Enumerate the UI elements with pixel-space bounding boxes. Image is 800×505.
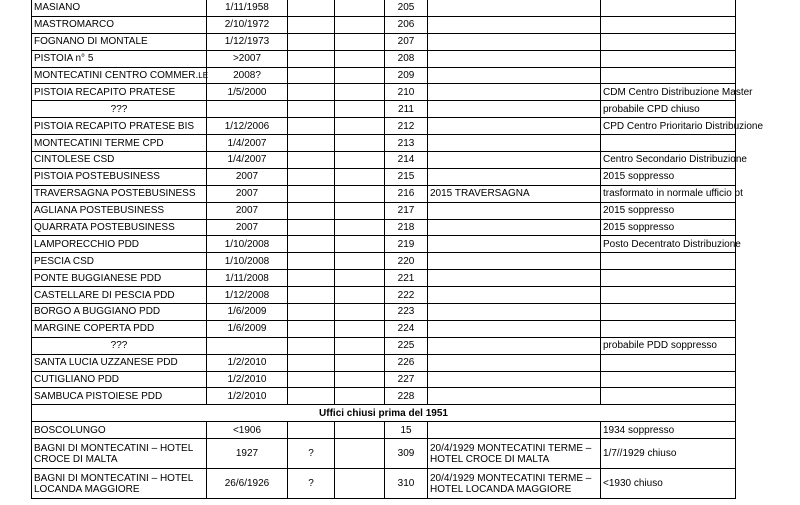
office-date-cell: 1/5/2000 — [207, 84, 288, 101]
table-row — [32, 287, 736, 304]
note-cell — [428, 354, 601, 371]
table-row — [32, 219, 736, 236]
uncertain-mark-cell — [288, 422, 335, 439]
office-name-cell: CASTELLARE DI PESCIA PDD — [32, 287, 207, 304]
office-date-cell: 2007 — [207, 168, 288, 185]
office-name-cell: SAMBUCA PISTOIESE PDD — [32, 388, 207, 405]
remark-cell: 2015 soppresso — [601, 202, 736, 219]
office-number-cell: 208 — [385, 50, 428, 67]
note-cell — [428, 219, 601, 236]
blank-cell — [288, 50, 335, 67]
remark-cell: CPD Centro Prioritario Distribuzione — [601, 118, 736, 135]
office-date-cell: 1/12/2008 — [207, 287, 288, 304]
office-name-cell: BORGO A BUGGIANO PDD — [32, 304, 207, 321]
name-suffix: LE — [198, 71, 209, 80]
table-row — [32, 371, 736, 388]
blank-cell — [288, 67, 335, 84]
blank-cell — [335, 469, 385, 499]
office-name-cell: PISTOIA n° 5 — [32, 50, 207, 67]
office-name-cell: MASIANO — [32, 0, 207, 16]
office-date-cell: 1/6/2009 — [207, 320, 288, 337]
blank-cell — [335, 388, 385, 405]
office-date-cell: 2/10/1972 — [207, 16, 288, 33]
note-cell: 20/4/1929 MONTECATINI TERME – HOTEL LOCANDA MAGGIORE — [428, 469, 601, 499]
office-name-cell: BAGNI DI MONTECATINI – HOTEL LOCANDA MAGGIORE — [32, 469, 207, 499]
blank-cell — [288, 101, 335, 118]
blank-cell — [288, 337, 335, 354]
office-date-cell: 2008? — [207, 67, 288, 84]
office-name-cell: MASTROMARCO — [32, 16, 207, 33]
office-date-cell: 2007 — [207, 219, 288, 236]
section-header-body — [32, 405, 736, 422]
office-name-cell: ??? — [32, 337, 207, 354]
remark-cell — [601, 354, 736, 371]
table-row — [32, 469, 736, 499]
note-cell — [428, 270, 601, 287]
office-date-cell: 1/10/2008 — [207, 236, 288, 253]
office-number-cell: 220 — [385, 253, 428, 270]
blank-cell — [335, 320, 385, 337]
blank-cell — [335, 0, 385, 16]
remark-cell: probabile PDD soppresso — [601, 337, 736, 354]
table-row — [32, 202, 736, 219]
remark-cell: <1930 chiuso — [601, 469, 736, 499]
blank-cell — [335, 270, 385, 287]
office-date-cell — [207, 337, 288, 354]
table-row — [32, 101, 736, 118]
open-offices-body — [32, 0, 764, 405]
office-name-cell: QUARRATA POSTEBUSINESS — [32, 219, 207, 236]
uncertain-mark-cell: ? — [288, 439, 335, 469]
blank-cell — [288, 270, 335, 287]
office-date-cell: 1/2/2010 — [207, 354, 288, 371]
note-cell — [428, 422, 601, 439]
blank-cell — [335, 422, 385, 439]
table-row — [32, 320, 736, 337]
office-name-cell: MONTECATINI CENTRO COMMER.LE — [32, 67, 207, 84]
office-number-cell: 15 — [385, 422, 428, 439]
note-cell — [428, 320, 601, 337]
office-date-cell: 1/11/2008 — [207, 270, 288, 287]
office-date-cell: 1/4/2007 — [207, 152, 288, 169]
note-cell — [428, 67, 601, 84]
remark-cell — [601, 304, 736, 321]
blank-cell — [288, 185, 335, 202]
office-name-cell: PISTOIA RECAPITO PRATESE BIS — [32, 118, 207, 135]
office-name-cell: AGLIANA POSTEBUSINESS — [32, 202, 207, 219]
office-date-cell: 1/6/2009 — [207, 304, 288, 321]
office-number-cell: 219 — [385, 236, 428, 253]
remark-cell: CDM Centro Distribuzione Master — [601, 84, 736, 101]
document-page — [31, 0, 764, 499]
table-row — [32, 185, 736, 202]
blank-cell — [288, 371, 335, 388]
blank-cell — [288, 388, 335, 405]
office-name-cell: MONTECATINI TERME CPD — [32, 135, 207, 152]
remark-cell — [601, 253, 736, 270]
office-date-cell: 26/6/1926 — [207, 469, 288, 499]
blank-cell — [288, 320, 335, 337]
note-cell — [428, 253, 601, 270]
office-date-cell: 1/12/1973 — [207, 33, 288, 50]
office-date-cell: 1927 — [207, 439, 288, 469]
blank-cell — [335, 236, 385, 253]
blank-cell — [335, 16, 385, 33]
note-cell — [428, 118, 601, 135]
office-number-cell: 205 — [385, 0, 428, 16]
table-row — [32, 388, 736, 405]
table-row — [32, 422, 736, 439]
office-number-cell: 221 — [385, 270, 428, 287]
blank-cell — [288, 202, 335, 219]
table-row — [32, 439, 736, 469]
note-cell — [428, 337, 601, 354]
office-date-cell: 1/2/2010 — [207, 388, 288, 405]
remark-cell: 1934 soppresso — [601, 422, 736, 439]
blank-cell — [288, 33, 335, 50]
note-cell — [428, 236, 601, 253]
office-number-cell: 218 — [385, 219, 428, 236]
blank-cell — [288, 287, 335, 304]
blank-cell — [288, 16, 335, 33]
remark-cell: trasformato in normale ufficio pt — [601, 185, 736, 202]
remark-cell: Posto Decentrato Distribuzione — [601, 236, 736, 253]
remark-cell — [601, 135, 736, 152]
blank-cell — [335, 118, 385, 135]
note-cell — [428, 371, 601, 388]
blank-cell — [288, 253, 335, 270]
closed-offices-body — [32, 422, 736, 499]
office-number-cell: 310 — [385, 469, 428, 499]
office-name-cell: ??? — [32, 101, 207, 118]
office-number-cell: 227 — [385, 371, 428, 388]
table-row — [32, 304, 736, 321]
blank-cell — [288, 354, 335, 371]
office-date-cell: 1/12/2006 — [207, 118, 288, 135]
blank-cell — [335, 50, 385, 67]
remark-cell — [601, 16, 736, 33]
blank-cell — [288, 152, 335, 169]
table-row — [32, 236, 736, 253]
office-number-cell: 225 — [385, 337, 428, 354]
note-cell — [428, 202, 601, 219]
office-name-cell: PISTOIA POSTEBUSINESS — [32, 168, 207, 185]
office-date-cell — [207, 101, 288, 118]
section-title: Uffici chiusi prima del 1951 — [32, 405, 736, 422]
office-number-cell: 210 — [385, 84, 428, 101]
office-date-cell: 2007 — [207, 202, 288, 219]
note-cell — [428, 16, 601, 33]
blank-cell — [335, 253, 385, 270]
note-cell — [428, 33, 601, 50]
table-row — [32, 67, 736, 84]
note-cell — [428, 50, 601, 67]
blank-cell — [335, 354, 385, 371]
blank-cell — [335, 371, 385, 388]
note-cell — [428, 101, 601, 118]
table-row — [32, 337, 736, 354]
blank-cell — [335, 135, 385, 152]
table-row — [32, 253, 736, 270]
office-name-cell: PISTOIA RECAPITO PRATESE — [32, 84, 207, 101]
office-name-cell: CINTOLESE CSD — [32, 152, 207, 169]
blank-cell — [288, 219, 335, 236]
table-row — [32, 135, 736, 152]
office-number-cell: 309 — [385, 439, 428, 469]
blank-cell — [335, 337, 385, 354]
section-header-row — [32, 405, 736, 422]
remark-cell: Centro Secondario Distribuzione — [601, 152, 736, 169]
note-cell — [428, 287, 601, 304]
office-name-cell: BOSCOLUNGO — [32, 422, 207, 439]
office-date-cell: 2007 — [207, 185, 288, 202]
remark-cell — [601, 50, 736, 67]
remark-cell — [601, 33, 736, 50]
office-name-cell: MARGINE COPERTA PDD — [32, 320, 207, 337]
office-number-cell: 209 — [385, 67, 428, 84]
office-number-cell: 213 — [385, 135, 428, 152]
table-row — [32, 152, 736, 169]
blank-cell — [335, 152, 385, 169]
blank-cell — [335, 304, 385, 321]
blank-cell — [288, 168, 335, 185]
blank-cell — [288, 236, 335, 253]
remark-cell: 2015 soppresso — [601, 219, 736, 236]
note-cell — [428, 0, 601, 16]
blank-cell — [288, 118, 335, 135]
table-row — [32, 118, 736, 135]
table-row — [32, 50, 736, 67]
blank-cell — [288, 304, 335, 321]
blank-cell — [335, 202, 385, 219]
note-cell — [428, 84, 601, 101]
blank-cell — [335, 33, 385, 50]
table-row — [32, 0, 736, 16]
office-name-cell: PONTE BUGGIANESE PDD — [32, 270, 207, 287]
blank-cell — [335, 67, 385, 84]
office-date-cell: 1/4/2007 — [207, 135, 288, 152]
blank-cell — [288, 0, 335, 16]
uncertain-mark-cell: ? — [288, 469, 335, 499]
blank-cell — [288, 84, 335, 101]
blank-cell — [335, 168, 385, 185]
note-cell — [428, 304, 601, 321]
remark-cell: 1/7//1929 chiuso — [601, 439, 736, 469]
office-name-cell: FOGNANO DI MONTALE — [32, 33, 207, 50]
table-row — [32, 354, 736, 371]
table-row — [32, 84, 736, 101]
remark-cell — [601, 320, 736, 337]
office-number-cell: 214 — [385, 152, 428, 169]
remark-cell: probabile CPD chiuso — [601, 101, 736, 118]
remark-cell — [601, 371, 736, 388]
office-number-cell: 222 — [385, 287, 428, 304]
remark-cell — [601, 388, 736, 405]
office-name-cell: BAGNI DI MONTECATINI – HOTEL CROCE DI MALTA — [32, 439, 207, 469]
office-number-cell: 211 — [385, 101, 428, 118]
office-number-cell: 226 — [385, 354, 428, 371]
blank-cell — [288, 135, 335, 152]
office-name-cell: PESCIA CSD — [32, 253, 207, 270]
blank-cell — [335, 219, 385, 236]
note-cell — [428, 388, 601, 405]
office-date-cell: 1/11/1958 — [207, 0, 288, 16]
office-name-cell: TRAVERSAGNA POSTEBUSINESS — [32, 185, 207, 202]
note-cell: 2015 TRAVERSAGNA — [428, 185, 601, 202]
office-number-cell: 207 — [385, 33, 428, 50]
blank-cell — [335, 84, 385, 101]
note-cell — [428, 168, 601, 185]
office-date-cell: >2007 — [207, 50, 288, 67]
note-cell — [428, 135, 601, 152]
office-number-cell: 224 — [385, 320, 428, 337]
table-row — [32, 270, 736, 287]
office-name-cell: SANTA LUCIA UZZANESE PDD — [32, 354, 207, 371]
office-number-cell: 228 — [385, 388, 428, 405]
office-date-cell: 1/2/2010 — [207, 371, 288, 388]
blank-cell — [335, 185, 385, 202]
office-number-cell: 217 — [385, 202, 428, 219]
remark-cell — [601, 67, 736, 84]
remark-cell — [601, 287, 736, 304]
blank-cell — [335, 101, 385, 118]
office-number-cell: 215 — [385, 168, 428, 185]
office-name-cell: CUTIGLIANO PDD — [32, 371, 207, 388]
table-row — [32, 168, 736, 185]
remark-cell — [601, 0, 736, 16]
table-row — [32, 16, 736, 33]
office-number-cell: 216 — [385, 185, 428, 202]
note-cell: 20/4/1929 MONTECATINI TERME – HOTEL CROCE DI MALTA — [428, 439, 601, 469]
blank-cell — [335, 439, 385, 469]
office-date-cell: 1/10/2008 — [207, 253, 288, 270]
office-number-cell: 206 — [385, 16, 428, 33]
note-cell — [428, 152, 601, 169]
office-number-cell: 212 — [385, 118, 428, 135]
office-number-cell: 223 — [385, 304, 428, 321]
table-row — [32, 33, 736, 50]
office-name-cell: LAMPORECCHIO PDD — [32, 236, 207, 253]
post-office-register-table — [31, 0, 764, 499]
blank-cell — [335, 287, 385, 304]
remark-cell — [601, 270, 736, 287]
office-date-cell: <1906 — [207, 422, 288, 439]
remark-cell: 2015 soppresso — [601, 168, 736, 185]
